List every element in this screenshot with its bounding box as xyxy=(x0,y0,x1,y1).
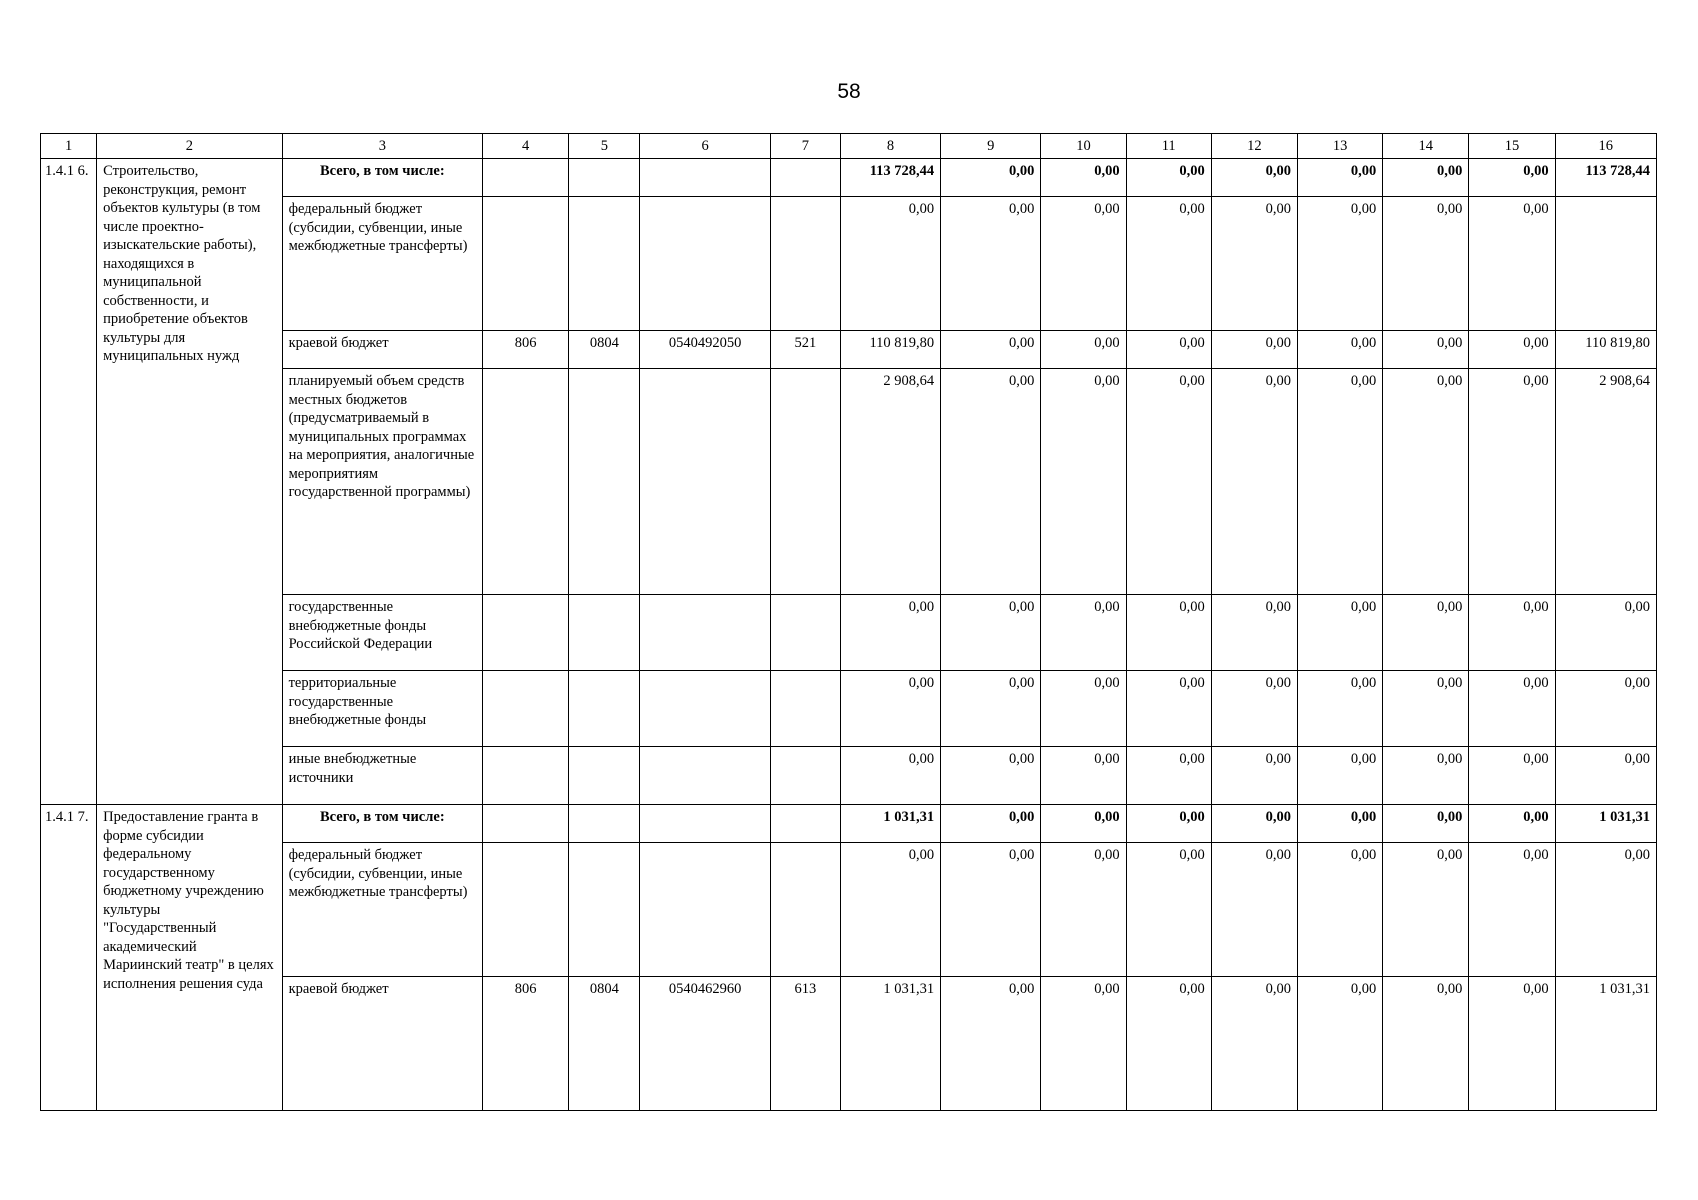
amount-col-12: 0,00 xyxy=(1211,805,1297,843)
amount-col-14: 0,00 xyxy=(1383,805,1469,843)
funding-source-row xyxy=(41,197,1657,331)
amount-col-16: 110 819,80 xyxy=(1555,331,1656,369)
funding-source-label: государственные внебюджетные фонды Российской Федерации xyxy=(282,595,482,671)
amount-col-11: 0,00 xyxy=(1126,977,1211,1111)
amount-col-10: 0,00 xyxy=(1041,595,1126,671)
amount-col-8: 1 031,31 xyxy=(840,977,940,1111)
amount-col-9: 0,00 xyxy=(941,595,1041,671)
amount-col-16: 0,00 xyxy=(1555,843,1656,977)
expense-type-code xyxy=(770,805,840,843)
column-number-8: 8 xyxy=(840,134,940,159)
budget-table xyxy=(40,133,1657,1111)
section-name: Строительство, реконструкция, ремонт объектов культуры (в том числе проектно-изыскательские работы), находящихся в муниципальной собственности, и приобретение объектов культуры для муниципальных нужд xyxy=(97,159,282,805)
grbs-code xyxy=(483,747,569,805)
section-subsection-code xyxy=(569,805,640,843)
amount-col-13: 0,00 xyxy=(1298,369,1383,595)
amount-col-13: 0,00 xyxy=(1298,595,1383,671)
amount-col-14: 0,00 xyxy=(1383,159,1469,197)
column-number-16: 16 xyxy=(1555,134,1656,159)
amount-col-8: 113 728,44 xyxy=(840,159,940,197)
section-subsection-code xyxy=(569,671,640,747)
amount-col-15: 0,00 xyxy=(1469,159,1555,197)
amount-col-9: 0,00 xyxy=(941,671,1041,747)
column-number-7: 7 xyxy=(770,134,840,159)
column-number-1: 1 xyxy=(41,134,97,159)
amount-col-16 xyxy=(1555,197,1656,331)
funding-source-row xyxy=(41,977,1657,1111)
grbs-code: 806 xyxy=(483,331,569,369)
column-number-10: 10 xyxy=(1041,134,1126,159)
column-number-15: 15 xyxy=(1469,134,1555,159)
expense-type-code: 613 xyxy=(770,977,840,1111)
amount-col-12: 0,00 xyxy=(1211,369,1297,595)
amount-col-14: 0,00 xyxy=(1383,331,1469,369)
amount-col-16: 1 031,31 xyxy=(1555,805,1656,843)
amount-col-13: 0,00 xyxy=(1298,159,1383,197)
section-subsection-code: 0804 xyxy=(569,977,640,1111)
amount-col-12: 0,00 xyxy=(1211,197,1297,331)
section-code: 1.4.1 7. xyxy=(41,805,97,1111)
expense-type-code xyxy=(770,369,840,595)
target-item-code: 0540492050 xyxy=(640,331,770,369)
total-label: Всего, в том числе: xyxy=(282,805,482,843)
amount-col-9: 0,00 xyxy=(941,369,1041,595)
amount-col-8: 0,00 xyxy=(840,747,940,805)
section-name: Предоставление гранта в форме субсидии федеральному государственному бюджетному учреждению культуры "Государственный академический Мариинский театр" в целях исполнения решения суда xyxy=(97,805,282,1111)
expense-type-code xyxy=(770,595,840,671)
amount-col-13: 0,00 xyxy=(1298,197,1383,331)
funding-source-row xyxy=(41,671,1657,747)
grbs-code xyxy=(483,805,569,843)
amount-col-11: 0,00 xyxy=(1126,671,1211,747)
amount-col-16: 1 031,31 xyxy=(1555,977,1656,1111)
target-item-code: 0540462960 xyxy=(640,977,770,1111)
grbs-code xyxy=(483,369,569,595)
amount-col-10: 0,00 xyxy=(1041,331,1126,369)
section-subsection-code xyxy=(569,197,640,331)
grbs-code xyxy=(483,197,569,331)
amount-col-11: 0,00 xyxy=(1126,595,1211,671)
amount-col-11: 0,00 xyxy=(1126,159,1211,197)
amount-col-12: 0,00 xyxy=(1211,159,1297,197)
amount-col-11: 0,00 xyxy=(1126,843,1211,977)
expense-type-code xyxy=(770,843,840,977)
funding-source-row xyxy=(41,595,1657,671)
column-number-5: 5 xyxy=(569,134,640,159)
column-number-4: 4 xyxy=(483,134,569,159)
grbs-code xyxy=(483,595,569,671)
amount-col-10: 0,00 xyxy=(1041,843,1126,977)
grbs-code xyxy=(483,671,569,747)
target-item-code xyxy=(640,747,770,805)
amount-col-10: 0,00 xyxy=(1041,977,1126,1111)
target-item-code xyxy=(640,843,770,977)
amount-col-15: 0,00 xyxy=(1469,747,1555,805)
grbs-code xyxy=(483,843,569,977)
expense-type-code xyxy=(770,159,840,197)
section-subsection-code xyxy=(569,747,640,805)
page-number: 58 xyxy=(837,80,861,103)
target-item-code xyxy=(640,595,770,671)
amount-col-8: 0,00 xyxy=(840,671,940,747)
funding-source-row xyxy=(41,331,1657,369)
amount-col-16: 0,00 xyxy=(1555,671,1656,747)
amount-col-16: 113 728,44 xyxy=(1555,159,1656,197)
grbs-code xyxy=(483,159,569,197)
target-item-code xyxy=(640,159,770,197)
amount-col-15: 0,00 xyxy=(1469,369,1555,595)
amount-col-15: 0,00 xyxy=(1469,843,1555,977)
column-number-14: 14 xyxy=(1383,134,1469,159)
amount-col-16: 0,00 xyxy=(1555,595,1656,671)
column-number-6: 6 xyxy=(640,134,770,159)
amount-col-11: 0,00 xyxy=(1126,369,1211,595)
amount-col-11: 0,00 xyxy=(1126,331,1211,369)
amount-col-14: 0,00 xyxy=(1383,843,1469,977)
amount-col-10: 0,00 xyxy=(1041,159,1126,197)
amount-col-12: 0,00 xyxy=(1211,843,1297,977)
target-item-code xyxy=(640,197,770,331)
funding-source-label: краевой бюджет xyxy=(282,977,482,1111)
amount-col-8: 0,00 xyxy=(840,197,940,331)
amount-col-10: 0,00 xyxy=(1041,747,1126,805)
column-number-13: 13 xyxy=(1298,134,1383,159)
funding-source-label: федеральный бюджет (субсидии, субвенции, иные межбюджетные трансферты) xyxy=(282,843,482,977)
section-code: 1.4.1 6. xyxy=(41,159,97,805)
column-number-9: 9 xyxy=(941,134,1041,159)
funding-source-row xyxy=(41,369,1657,595)
amount-col-16: 0,00 xyxy=(1555,747,1656,805)
target-item-code xyxy=(640,805,770,843)
amount-col-15: 0,00 xyxy=(1469,805,1555,843)
amount-col-14: 0,00 xyxy=(1383,747,1469,805)
expense-type-code: 521 xyxy=(770,331,840,369)
amount-col-15: 0,00 xyxy=(1469,197,1555,331)
amount-col-11: 0,00 xyxy=(1126,805,1211,843)
funding-source-label: федеральный бюджет (субсидии, субвенции, иные межбюджетные трансферты) xyxy=(282,197,482,331)
amount-col-9: 0,00 xyxy=(941,843,1041,977)
expense-type-code xyxy=(770,747,840,805)
amount-col-13: 0,00 xyxy=(1298,331,1383,369)
amount-col-8: 0,00 xyxy=(840,595,940,671)
section-subsection-code xyxy=(569,843,640,977)
amount-col-12: 0,00 xyxy=(1211,747,1297,805)
amount-col-14: 0,00 xyxy=(1383,369,1469,595)
amount-col-12: 0,00 xyxy=(1211,671,1297,747)
amount-col-14: 0,00 xyxy=(1383,197,1469,331)
amount-col-8: 1 031,31 xyxy=(840,805,940,843)
amount-col-14: 0,00 xyxy=(1383,977,1469,1111)
total-label: Всего, в том числе: xyxy=(282,159,482,197)
amount-col-15: 0,00 xyxy=(1469,977,1555,1111)
funding-source-row xyxy=(41,747,1657,805)
amount-col-11: 0,00 xyxy=(1126,747,1211,805)
amount-col-14: 0,00 xyxy=(1383,671,1469,747)
amount-col-13: 0,00 xyxy=(1298,805,1383,843)
column-number-11: 11 xyxy=(1126,134,1211,159)
amount-col-12: 0,00 xyxy=(1211,331,1297,369)
column-number-12: 12 xyxy=(1211,134,1297,159)
amount-col-9: 0,00 xyxy=(941,747,1041,805)
target-item-code xyxy=(640,671,770,747)
funding-source-label: иные внебюджетные источники xyxy=(282,747,482,805)
expense-type-code xyxy=(770,197,840,331)
amount-col-9: 0,00 xyxy=(941,805,1041,843)
funding-source-label: территориальные государственные внебюджетные фонды xyxy=(282,671,482,747)
amount-col-13: 0,00 xyxy=(1298,843,1383,977)
amount-col-12: 0,00 xyxy=(1211,977,1297,1111)
amount-col-9: 0,00 xyxy=(941,977,1041,1111)
amount-col-10: 0,00 xyxy=(1041,805,1126,843)
column-number-row xyxy=(41,134,1657,159)
funding-source-label: планируемый объем средств местных бюджетов (предусматриваемый в муниципальных программах на мероприятия, аналогичные мероприятиям государственной программы) xyxy=(282,369,482,595)
amount-col-13: 0,00 xyxy=(1298,747,1383,805)
section-subsection-code xyxy=(569,595,640,671)
column-number-3: 3 xyxy=(282,134,482,159)
column-number-2: 2 xyxy=(97,134,282,159)
amount-col-10: 0,00 xyxy=(1041,369,1126,595)
section-subsection-code: 0804 xyxy=(569,331,640,369)
amount-col-14: 0,00 xyxy=(1383,595,1469,671)
section-subsection-code xyxy=(569,369,640,595)
amount-col-13: 0,00 xyxy=(1298,671,1383,747)
amount-col-11: 0,00 xyxy=(1126,197,1211,331)
section-total-row xyxy=(41,805,1657,843)
amount-col-15: 0,00 xyxy=(1469,595,1555,671)
section-subsection-code xyxy=(569,159,640,197)
target-item-code xyxy=(640,369,770,595)
expense-type-code xyxy=(770,671,840,747)
funding-source-label: краевой бюджет xyxy=(282,331,482,369)
amount-col-15: 0,00 xyxy=(1469,671,1555,747)
amount-col-9: 0,00 xyxy=(941,159,1041,197)
amount-col-16: 2 908,64 xyxy=(1555,369,1656,595)
funding-source-row xyxy=(41,843,1657,977)
section-total-row xyxy=(41,159,1657,197)
amount-col-10: 0,00 xyxy=(1041,197,1126,331)
amount-col-15: 0,00 xyxy=(1469,331,1555,369)
amount-col-9: 0,00 xyxy=(941,197,1041,331)
amount-col-8: 110 819,80 xyxy=(840,331,940,369)
amount-col-9: 0,00 xyxy=(941,331,1041,369)
amount-col-12: 0,00 xyxy=(1211,595,1297,671)
grbs-code: 806 xyxy=(483,977,569,1111)
amount-col-8: 0,00 xyxy=(840,843,940,977)
amount-col-8: 2 908,64 xyxy=(840,369,940,595)
amount-col-13: 0,00 xyxy=(1298,977,1383,1111)
amount-col-10: 0,00 xyxy=(1041,671,1126,747)
